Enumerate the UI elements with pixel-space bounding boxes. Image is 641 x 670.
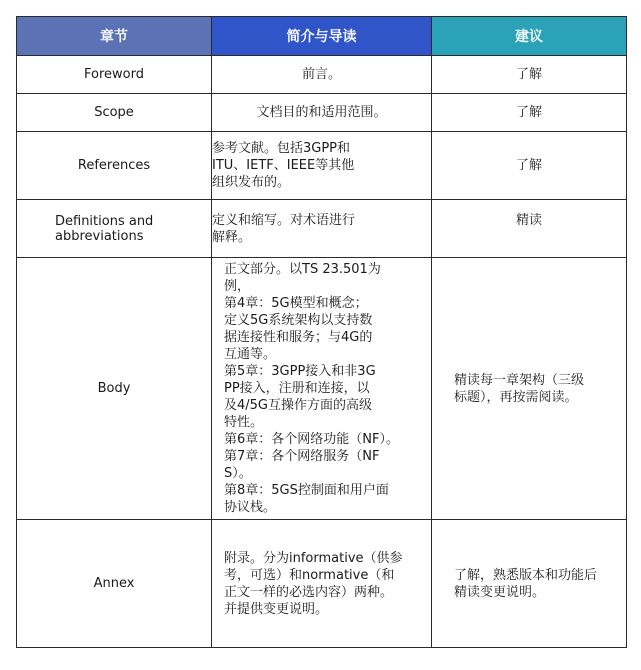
intro-text: 参考文献。包括3GPP和 ITU、IETF、IEEE等其他 组织发布的。 [212, 141, 355, 190]
chapter-cell: Foreword [17, 56, 212, 94]
chapter-guide-table [16, 16, 627, 648]
chapter-cell: Scope [17, 94, 212, 132]
intro-cell [212, 200, 432, 258]
advice-cell [432, 258, 627, 520]
chapter-cell: Annex [17, 520, 212, 648]
advice-text: 了解，熟悉版本和功能后 精读变更说明。 [454, 567, 598, 600]
intro-text: 附录。分为informative（供参 考，可选）和normative（和 正文一样的必选内容）两种。 并提供变更说明。 [224, 550, 403, 617]
intro-cell [212, 520, 432, 648]
intro-cell [212, 258, 432, 520]
advice-text: 精读每一章架构（三级 标题），再按需阅读。 [454, 372, 585, 405]
table-row [17, 520, 627, 648]
intro-text: 定义和缩写。对术语进行 解释。 [212, 212, 356, 245]
advice-cell: 了解 [432, 94, 627, 132]
header-intro: 简介与导读 [212, 17, 432, 56]
advice-cell [432, 520, 627, 648]
intro-text: 正文部分。以TS 23.501为 例， 第4章：5G模型和概念； 定义5G系统架构以支持数 据连接性和服务；与4G的 互通等。 第5章：3GPP接入和非3G PP接入，注册和连接，以 及4/5G互操作方面的高级 特性。 第6章：各个网络功能（NF）。 第7章：各个网络服务（NF S）。 第8章：5GS控制面和用户面 协议栈。 [224, 262, 399, 515]
table-row [17, 56, 627, 94]
header-row [17, 17, 627, 56]
advice-cell: 了解 [432, 56, 627, 94]
table-row [17, 200, 627, 258]
header-advice: 建议 [432, 17, 627, 56]
advice-cell: 了解 [432, 132, 627, 200]
chapter-cell: Body [17, 258, 212, 520]
advice-cell: 精读 [432, 200, 627, 258]
intro-cell: 前言。 [212, 56, 432, 94]
header-chapter: 章节 [17, 17, 212, 56]
table-row [17, 94, 627, 132]
chapter-cell [17, 200, 212, 258]
intro-cell [212, 132, 432, 200]
chapter-cell: References [17, 132, 212, 200]
intro-cell: 文档目的和适用范围。 [212, 94, 432, 132]
table-row [17, 258, 627, 520]
chapter-text: Definitions and abbreviations [55, 213, 154, 244]
table-row [17, 132, 627, 200]
